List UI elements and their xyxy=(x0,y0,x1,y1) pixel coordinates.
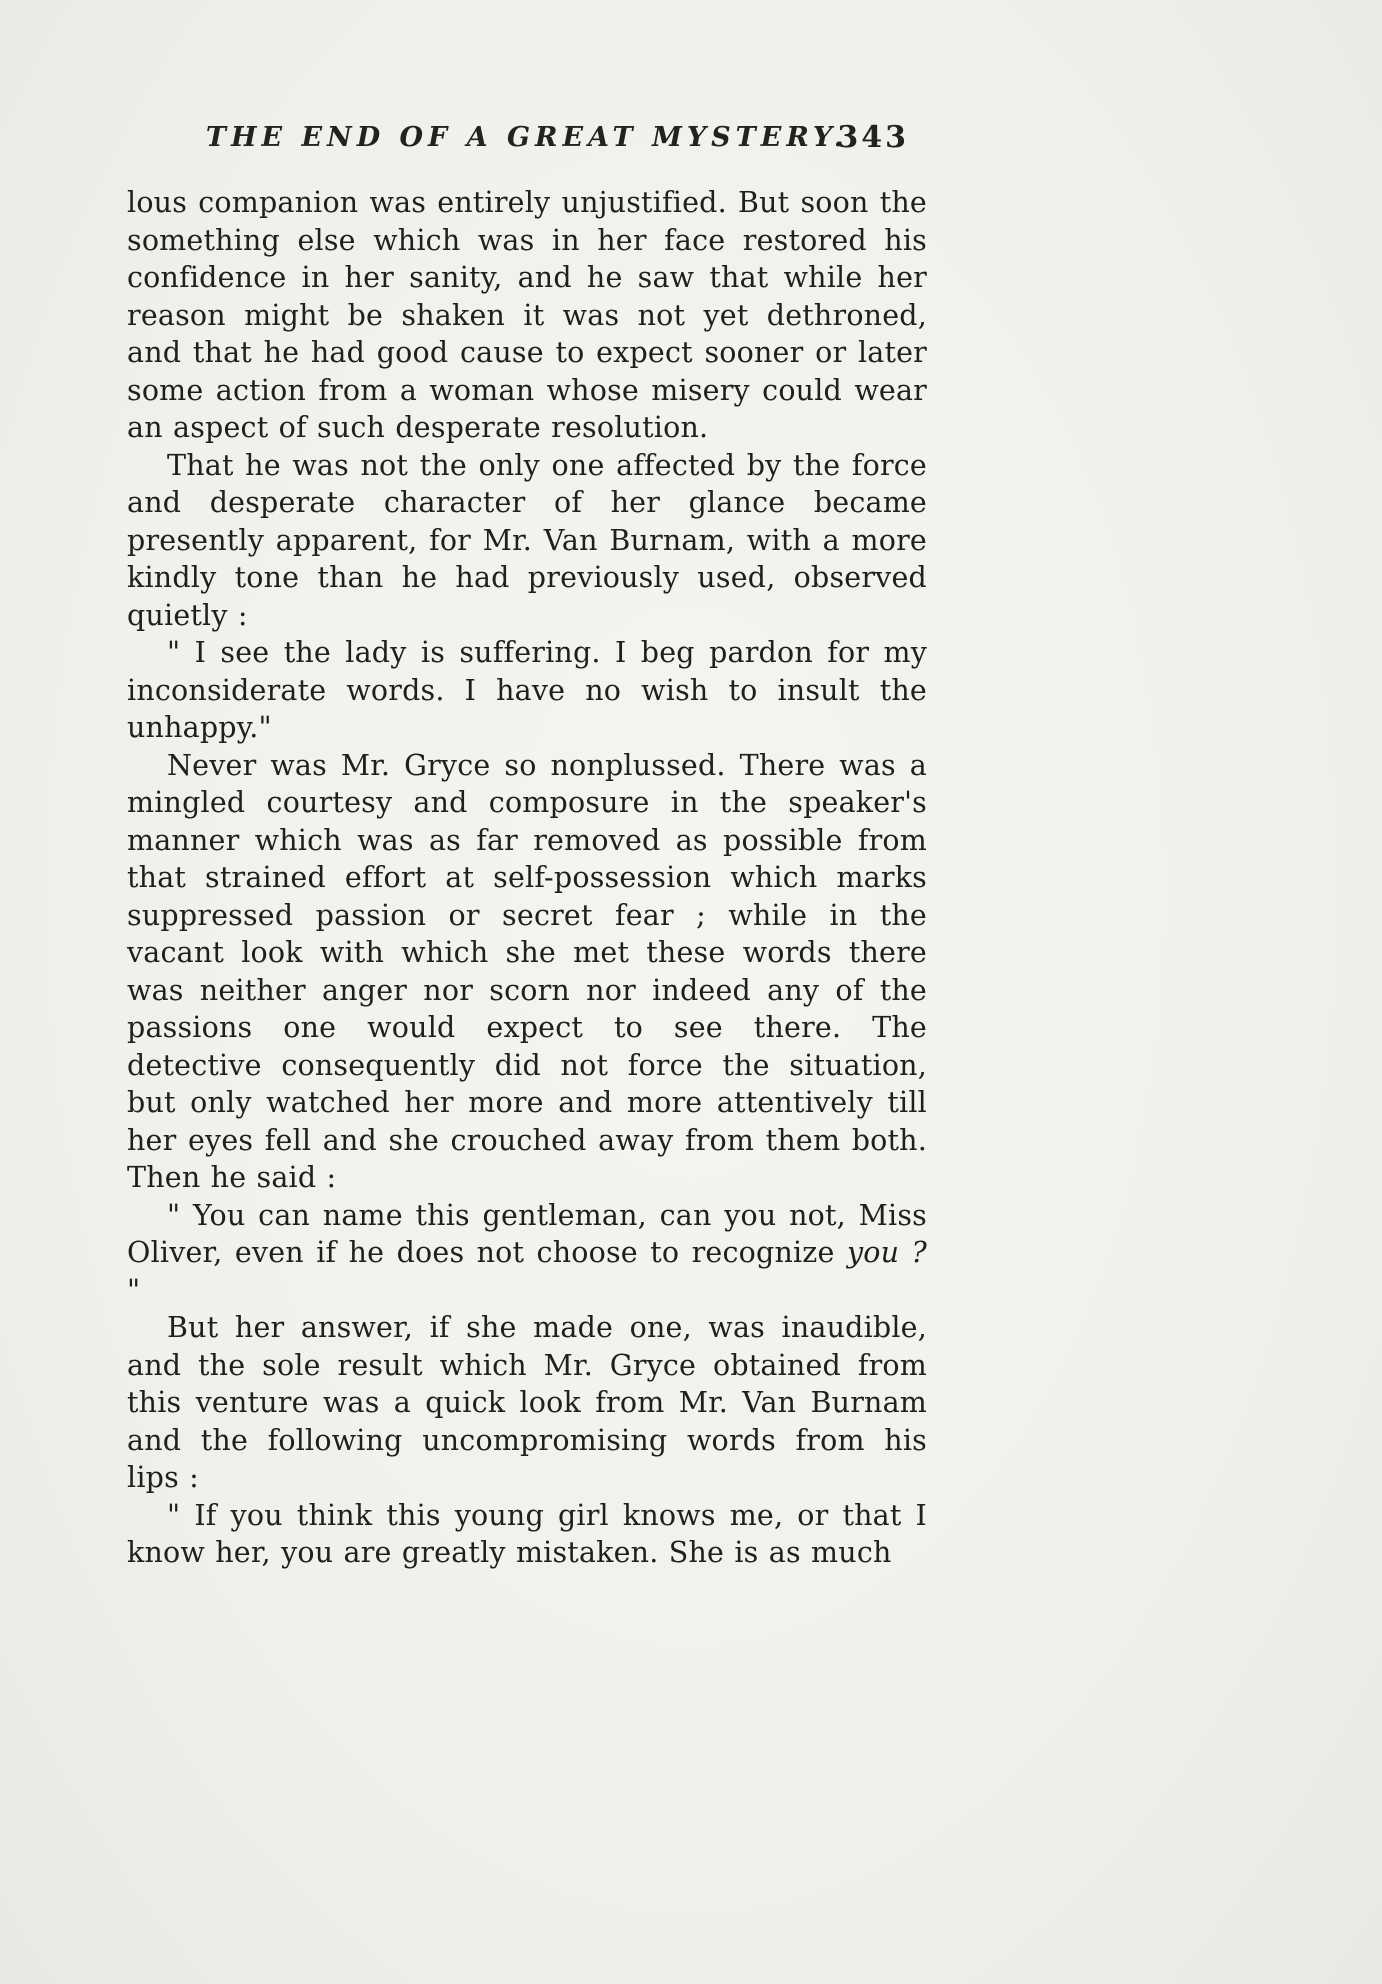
text-run: " You can name this gentleman, can you not, Miss Oliver, even if he does not choose to recognize xyxy=(127,1198,927,1269)
text-run: " xyxy=(127,1273,141,1307)
paragraph xyxy=(127,634,927,747)
text-run: lous companion was entirely unjustified. But soon the something else which was in her face restored his confidence in her sanity, and he saw that while her reason might be shaken it was not yet dethroned, and that he had good cause to expect sooner or later some action from a woman whose misery could wear an aspect of such desperate resolution. xyxy=(127,186,927,444)
paragraph xyxy=(127,184,927,447)
paragraph xyxy=(127,1197,927,1310)
text-run: " If you think this young girl knows me, or that I know her, you are greatly mistaken. She is as much xyxy=(127,1498,927,1569)
text-run: That he was not the only one affected by the force and desperate character of her glance became presently apparent, for Mr. Van Burnam, with a more kindly tone than he had previously used, observed quietly : xyxy=(127,448,927,632)
page-body xyxy=(127,184,927,1572)
paragraph xyxy=(127,447,927,635)
paragraph xyxy=(127,747,927,1197)
chapter-title: THE END OF A GREAT MYSTERY. xyxy=(205,122,849,153)
text-run: " I see the lady is suffering. I beg pardon for my inconsiderate words. I have no wish to insult the unhappy." xyxy=(127,636,927,744)
paragraph xyxy=(127,1309,927,1497)
text-run: Never was Mr. Gryce so nonplussed. There was a mingled courtesy and composure in the speaker's manner which was as far removed as possible from that strained effort at self-possession which marks suppressed passion or secret fear ; while in the vacant look with which she met these words there was neither anger nor scorn nor indeed any of the passions one would expect to see there. The detective consequently did not force the situation, but only watched her more and more attentively till her eyes fell and she crouched away from them both. Then he said : xyxy=(127,748,927,1194)
paragraph xyxy=(127,1497,927,1572)
page-number: 343 xyxy=(837,120,909,155)
running-header xyxy=(127,122,927,166)
text-run: But her answer, if she made one, was inaudible, and the sole result which Mr. Gryce obtained from this venture was a quick look from Mr. Van Burnam and the following uncompromising words from his lips : xyxy=(127,1311,927,1494)
italic-text-run: you ? xyxy=(846,1236,927,1269)
